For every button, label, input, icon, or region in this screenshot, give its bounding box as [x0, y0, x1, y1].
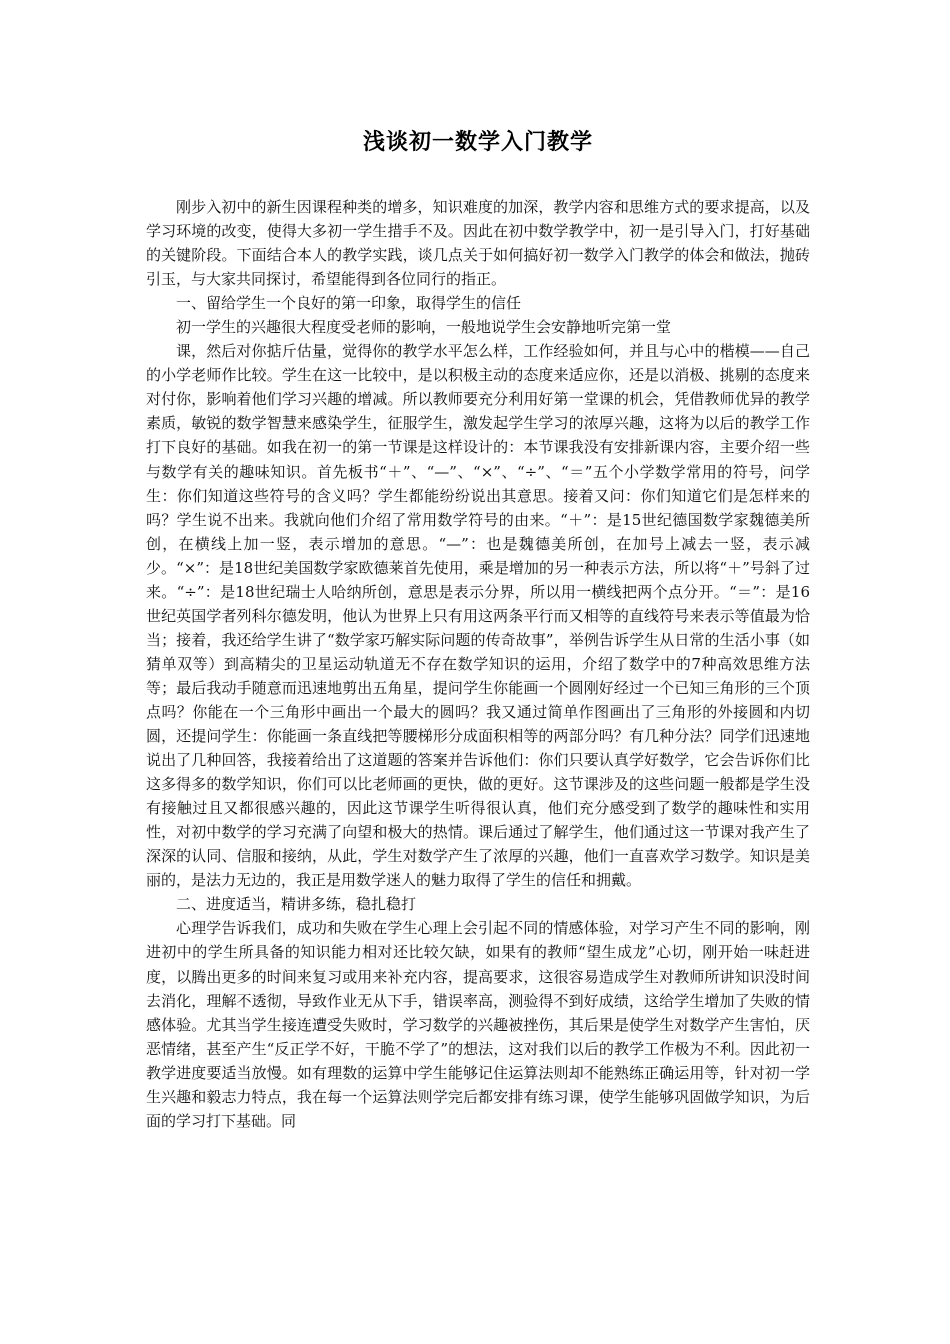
body-paragraph: 初一学生的兴趣很大程度受老师的影响，一般地说学生会安静地听完第一堂 [176, 318, 672, 337]
body-paragraph: 心理学告诉我们，成功和失败在学生心理上会引起不同的情感体验，对学习产生不同的影响，刚进初中的学生所具备的知识能力相对还比较欠缺，如果有的教师“望生成龙”心切，刚开始一味赶进度，以腾出更多的时间来复习或用来补充内容，提高要求，这很容易造成学生对教师所讲知识没时间去消化，理解不透彻，导致作业无从下手，错误率高，测验得不到好成绩，这给学生增加了失败的情感体验。尤其当学生接连遭受失败时，学习数学的兴趣被挫伤，其后果是使学生对数学产生害怕，厌恶情绪，甚至产生“反正学不好，干脆不学了”的想法，这对我们以后的教学工作极为不利。因此初一教学进度要适当放慢。如有理数的运算中学生能够记住运算法则却不能熟练正确运用等，针对初一学生兴趣和毅志力特点，我在每一个运算法则学完后都安排有练习课，使学生能够巩固做学知识，为后面的学习打下基础。同 [146, 919, 810, 1130]
intro-paragraph: 刚步入初中的新生因课程种类的增多，知识难度的加深，教学内容和思维方式的要求提高，以及学习环境的改变，使得大多初一学生措手不及。因此在初中数学教学中，初一是引导入门，打好基础的关键阶段。下面结合本人的教学实践，谈几点关于如何搞好初一数学入门教学的体会和做法，抛砖引玉，与大家共同探讨，希望能得到各位同行的指正。 [146, 198, 810, 289]
section-heading-2: 二、进度适当，精讲多练，稳扎稳打 [176, 895, 417, 914]
document-title: 浅谈初一数学入门教学 [362, 130, 593, 155]
section-heading-1: 一、留给学生一个良好的第一印象，取得学生的信任 [176, 294, 522, 313]
document-body [146, 195, 810, 1133]
body-paragraph: 课，然后对你掂斤估量，觉得你的教学水平怎么样，工作经验如何，并且与心中的楷模——自己的小学老师作比较。学生在这一比较中，是以积极主动的态度来适应你，还是以消极、挑剔的态度来对付你，影响着他们学习兴趣的增减。所以教师要充分利用好第一堂课的机会，凭借教师优异的教学素质，敏锐的数学智慧来感染学生，征服学生，激发起学生学习的浓厚兴趣，这将为以后的教学工作打下良好的基础。如我在初一的第一节课是这样设计的：本节课我没有安排新课内容，主要介绍一些与数学有关的趣味知识。首先板书“＋”、“—”、“×”、“÷”、“＝”五个小学数学常用的符号，问学生：你们知道这些符号的含义吗？学生都能纷纷说出其意思。接着又问：你们知道它们是怎样来的吗？学生说不出来。我就向他们介绍了常用数学符号的由来。“＋”：是15世纪德国数学家魏德美所创，在横线上加一竖，表示增加的意思。“—”：也是魏德美所创，在加号上减去一竖，表示减少。“×”：是18世纪美国数学家欧德莱首先使用，乘是增加的另一种表示方法，所以将“＋”号斜了过来。“÷”：是18世纪瑞士人哈纳所创，意思是表示分界，所以用一横线把两个点分开。“＝”：是16世纪英国学者列科尔德发明，他认为世界上只有用这两条平行而又相等的直线符号来表示等值最为恰当；接着，我还给学生讲了“数学家巧解实际问题的传奇故事”，举例告诉学生从日常的生活小事（如猜单双等）到高精尖的卫星运动轨道无不存在数学知识的运用，介绍了数学中的7种高效思维方法等；最后我动手随意而迅速地剪出五角星，提问学生你能画一个圆刚好经过一个已知三角形的三个顶点吗？你能在一个三角形中画出一个最大的圆吗？我又通过简单作图画出了三角形的外接圆和内切圆，还提问学生：你能画一条直线把等腰梯形分成面积相等的两部分吗？有几种分法？同学们迅速地说出了几种回答，我接着给出了这道题的答案并告诉他们：你们只要认真学好数学，它会告诉你们比这多得多的数学知识，你们可以比老师画的更快，做的更好。这节课涉及的这些问题一般都是学生没有接触过且又都很感兴趣的，因此这节课学生听得很认真，他们充分感受到了数学的趣味性和实用性，对初中数学的学习充满了向望和极大的热情。课后通过了解学生，他们通过这一节课对我产生了深深的认同、信服和接纳，从此，学生对数学产生了浓厚的兴趣，他们一直喜欢学习数学。知识是美丽的，是法力无边的，我正是用数学迷人的魅力取得了学生的信任和拥戴。 [146, 342, 810, 890]
